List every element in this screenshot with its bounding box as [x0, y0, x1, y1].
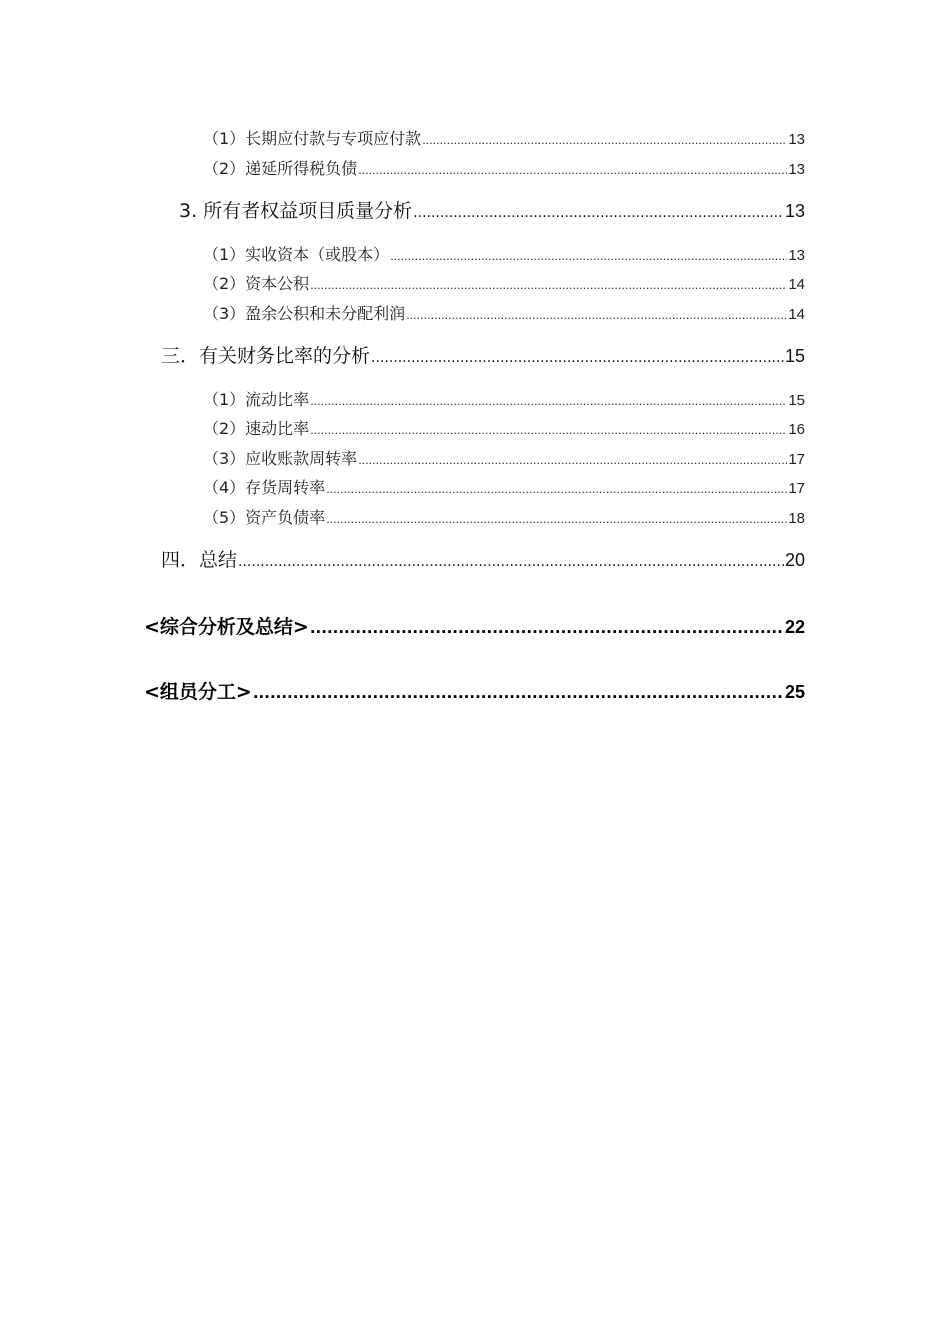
toc-entry-capital-reserve[interactable] [203, 273, 805, 295]
toc-entry-label: 四．总结 [161, 549, 238, 571]
toc-dot-leader [358, 450, 787, 472]
toc-entry-label: <综合分析及总结> [144, 616, 309, 638]
toc-dot-leader [326, 479, 787, 501]
toc-page-number: 18 [788, 510, 805, 527]
toc-dot-leader [422, 130, 787, 152]
toc-entry-label: （2）递延所得税负债 [203, 159, 358, 178]
toc-page-number: 22 [784, 617, 805, 637]
toc-page-number: 15 [788, 392, 805, 409]
toc-page-number: 25 [784, 682, 805, 702]
toc-entry-quick-ratio[interactable] [203, 418, 805, 440]
toc-dot-leader [310, 391, 787, 413]
toc-entry-label: （5）资产负债率 [203, 508, 326, 527]
toc-page-number: 16 [788, 421, 805, 438]
toc-entry-label: （1）流动比率 [203, 390, 310, 409]
toc-entry-label: 三．有关财务比率的分析 [161, 345, 371, 367]
toc-entry-label: 3. 所有者权益项目质量分析 [179, 200, 413, 222]
toc-entry-receivables-turnover[interactable] [203, 448, 805, 470]
toc-entry-inventory-turnover[interactable] [203, 477, 805, 499]
toc-entry-paid-in-capital[interactable] [203, 244, 805, 266]
toc-page-number: 20 [784, 550, 805, 570]
toc-page-number: 17 [788, 480, 805, 497]
toc-entry-current-ratio[interactable] [203, 389, 805, 411]
toc-entry-label: （2）资本公积 [203, 274, 310, 293]
toc-dot-leader [310, 420, 787, 442]
toc-page-number: 17 [788, 451, 805, 468]
toc-entry-long-term-payables[interactable] [203, 128, 805, 150]
toc-entry-label: （3）盈余公积和未分配利润 [203, 304, 406, 323]
toc-dot-leader [390, 246, 787, 268]
toc-entry-label: （4）存货周转率 [203, 478, 326, 497]
toc-entry-comprehensive-analysis[interactable] [144, 614, 805, 640]
toc-dot-leader [310, 275, 787, 297]
toc-entry-financial-ratios[interactable] [161, 343, 805, 369]
toc-page-number: 13 [784, 201, 805, 221]
toc-page-number: 14 [788, 306, 805, 323]
toc-entry-label: （1）长期应付款与专项应付款 [203, 129, 422, 148]
toc-entry-member-roles[interactable] [144, 679, 805, 705]
toc-dot-leader [358, 160, 787, 182]
toc-dot-leader [253, 680, 784, 706]
toc-page-number: 13 [788, 131, 805, 148]
toc-dot-leader [238, 549, 784, 575]
toc-page-number: 15 [784, 346, 805, 366]
toc-entry-deferred-tax[interactable] [203, 158, 805, 180]
toc-entry-label: （3）应收账款周转率 [203, 449, 358, 468]
toc-page-number: 13 [788, 161, 805, 178]
toc-dot-leader [406, 305, 787, 327]
toc-entry-surplus-reserve[interactable] [203, 303, 805, 325]
toc-page-number: 14 [788, 276, 805, 293]
toc-entry-debt-ratio[interactable] [203, 507, 805, 529]
toc-dot-leader [326, 509, 787, 531]
toc-entry-label: <组员分工> [144, 681, 252, 703]
toc-dot-leader [371, 345, 784, 371]
toc-entry-label: （2）速动比率 [203, 419, 310, 438]
toc-page-number: 13 [788, 247, 805, 264]
toc-dot-leader [310, 615, 784, 641]
toc-entry-summary[interactable] [161, 547, 805, 573]
toc-entry-equity-quality[interactable] [179, 198, 805, 224]
toc-dot-leader [413, 200, 784, 226]
toc-entry-label: （1）实收资本（或股本） [203, 245, 390, 264]
